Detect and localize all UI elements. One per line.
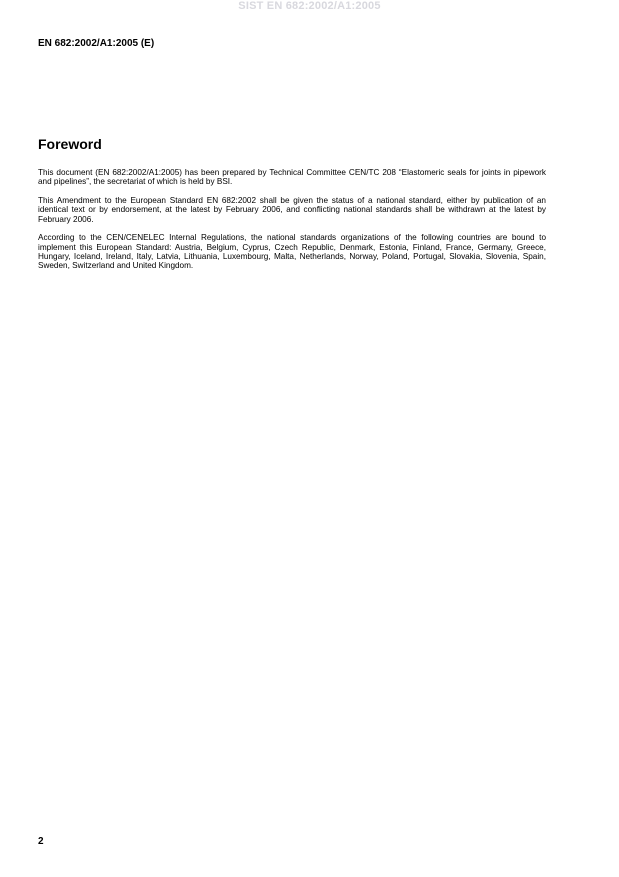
- watermark-text: SIST EN 682:2002/A1:2005: [238, 0, 381, 12]
- foreword-body: [38, 168, 546, 280]
- page-number: 2: [38, 836, 44, 847]
- paragraph-committee: This document (EN 682:2002/A1:2005) has been prepared by Technical Committee CEN/TC 208 “Elastomeric seals for joints in pipework and pipelines”, the secretariat of which is held by BSI.: [38, 168, 546, 187]
- section-heading: Foreword: [38, 136, 102, 152]
- paragraph-implementing-countries: According to the CEN/CENELEC Internal Regulations, the national standards organizations of the following countries are bound to implement this European Standard: Austria, Belgium, Cyprus, Czech Republic, Denmark, Estonia, Finland, France, Germany, Greece, Hungary, Iceland, Ireland, Italy, Latvia, Lithuania, Luxembourg, Malta, Netherlands, Norway, Poland, Portugal, Slovakia, Slovenia, Spain, Sweden, Switzerland and United Kingdom.: [38, 233, 546, 271]
- document-identifier: EN 682:2002/A1:2005 (E): [38, 38, 155, 49]
- paragraph-amendment-status: This Amendment to the European Standard EN 682:2002 shall be given the status of a national standard, either by publication of an identical text or by endorsement, at the latest by February 2006, and conflicting national standards shall be withdrawn at the latest by February 2006.: [38, 196, 546, 224]
